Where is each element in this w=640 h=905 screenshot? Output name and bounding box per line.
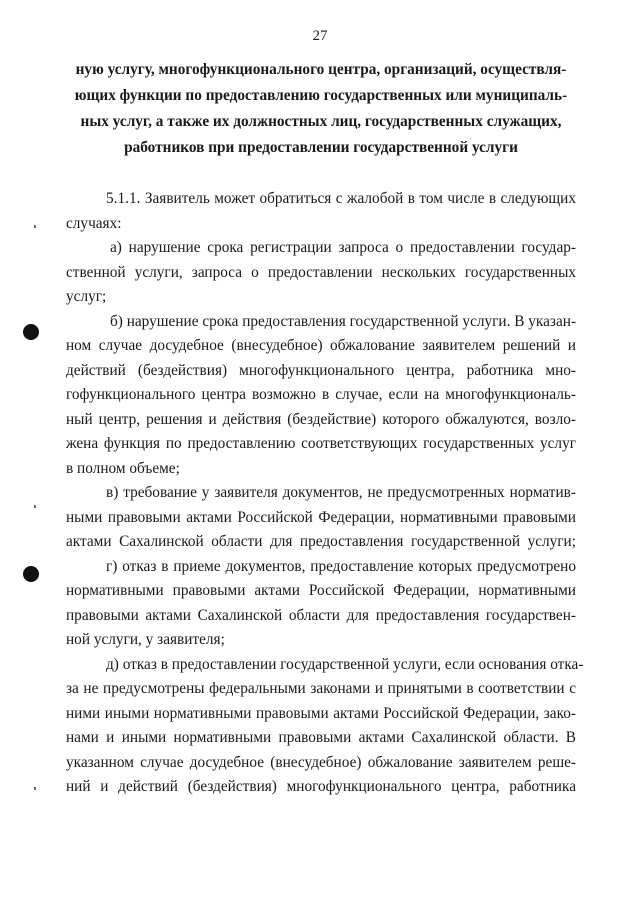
- scan-speck: [34, 505, 36, 508]
- paragraph-line: нормативными правовыми актами Российской Федерации, нормативными: [66, 582, 576, 599]
- punch-hole-mark: [23, 566, 39, 582]
- paragraph-line: актами Сахалинской области для предоставления государственной услуги;: [66, 533, 576, 550]
- section-heading: [66, 57, 576, 161]
- scan-speck: [34, 787, 36, 790]
- paragraph-line: услуг;: [66, 288, 107, 305]
- paragraph-line: жена функция по предоставлению соответствующих государственных услуг: [66, 435, 576, 452]
- paragraph-line: случаях:: [66, 214, 122, 232]
- paragraph-line: ственной услуги, запроса о предоставлении нескольких государственных: [66, 263, 576, 281]
- paragraph-line: д) отказ в предоставлении государственной услуги, если основания отка-: [106, 655, 584, 673]
- paragraph-line: ными правовыми актами Российской Федерации, нормативными правовыми: [66, 508, 576, 526]
- punch-hole-mark: [23, 324, 39, 340]
- paragraph-line: ними иными нормативными правовыми актами Российской Федерации, зако-: [66, 704, 576, 722]
- paragraph-line: а) нарушение срока регистрации запроса о предоставлении государ-: [110, 239, 576, 256]
- paragraph-line: правовыми актами Сахалинской области для предоставления государствен-: [66, 606, 576, 624]
- paragraph-line: в полном объеме;: [66, 459, 180, 477]
- paragraph-line: ном случае досудебное (внесудебное) обжалование заявителем решений и: [66, 337, 576, 354]
- heading-line: ющих функции по предоставлению государственных или муниципаль-: [74, 87, 568, 104]
- paragraph-line: действий (бездействия) многофункционального центра, работника мно-: [66, 361, 576, 379]
- paragraph-line: б) нарушение срока предоставления государственной услуги. В указан-: [110, 312, 577, 330]
- paragraph-line: г) отказ в приеме документов, предоставление которых предусмотрено: [106, 557, 576, 575]
- paragraph-line: указанном случае досудебное (внесудебное) обжалование заявителем реше-: [66, 753, 576, 771]
- paragraph-line: гофункционального центра возможно в случае, если на многофункциональ-: [66, 386, 576, 403]
- paragraph-line: ной услуги, у заявителя;: [66, 631, 225, 648]
- scan-speck: [34, 225, 36, 228]
- heading-line: ных услуг, а также их должностных лиц, государственных служащих,: [80, 113, 562, 130]
- heading-line: ную услугу, многофункционального центра, организаций, осуществля-: [75, 61, 567, 78]
- paragraph-line: за не предусмотрены федеральными законами и принятыми в соответствии с: [66, 680, 576, 697]
- paragraph-line: ний и действий (бездействия) многофункционального центра, работника: [66, 778, 576, 795]
- paragraph-line: нами и иными нормативными правовыми актами Сахалинской области. В: [66, 729, 576, 746]
- page-number: 27: [312, 28, 328, 44]
- body-text: [66, 187, 584, 800]
- paragraph-line: в) требование у заявителя документов, не предусмотренных норматив-: [106, 484, 576, 501]
- paragraph-line: ный центр, решения и действия (бездействие) которого обжалуются, возло-: [66, 410, 576, 428]
- paragraph-line: 5.1.1. Заявитель может обратиться с жалобой в том числе в следующих: [106, 190, 576, 207]
- heading-line: работников при предоставлении государственной услуги: [124, 139, 518, 156]
